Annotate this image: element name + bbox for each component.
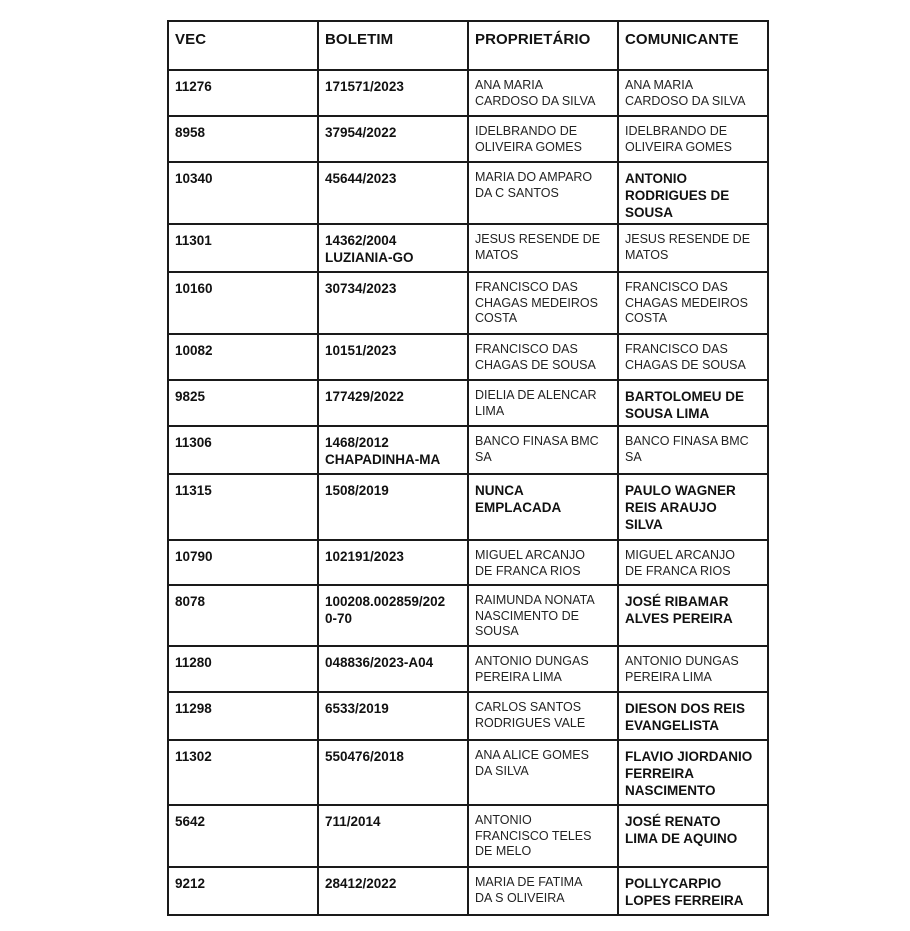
cell-boletim — [318, 162, 468, 224]
cell-proprietario — [468, 540, 618, 585]
table-header-row — [168, 21, 768, 70]
comunicante-line: JOSÉ RIBAMAR — [625, 594, 729, 609]
header-comunicante: COMUNICANTE — [618, 21, 768, 70]
cell-proprietario — [468, 380, 618, 426]
proprietario-line: CARLOS SANTOS — [475, 700, 582, 714]
cell-boletim — [318, 380, 468, 426]
comunicante-line: PEREIRA LIMA — [625, 669, 712, 684]
cell-comunicante — [618, 380, 768, 426]
cell-comunicante — [618, 224, 768, 272]
comunicante-line: BANCO FINASA BMC — [625, 434, 749, 448]
proprietario-line: LIMA — [475, 403, 505, 418]
comunicante-line: LOPES FERREIRA — [625, 893, 744, 908]
cell-comunicante — [618, 740, 768, 805]
cell-proprietario — [468, 272, 618, 334]
comunicante-line: IDELBRANDO DE — [625, 124, 728, 138]
cell-comunicante — [618, 585, 768, 646]
cell-comunicante — [618, 426, 768, 474]
boletim-line: 711/2014 — [325, 814, 381, 829]
comunicante-line: FERREIRA — [625, 766, 695, 781]
cell-vec: 10160 — [168, 272, 318, 334]
cell-proprietario — [468, 334, 618, 380]
document-page — [167, 20, 767, 916]
cell-vec: 11298 — [168, 692, 318, 740]
comunicante-line: SOUSA — [625, 205, 674, 220]
proprietario-line: DA SILVA — [475, 763, 529, 778]
table-row — [168, 474, 768, 540]
comunicante-line: SILVA — [625, 517, 663, 532]
cell-vec: 8958 — [168, 116, 318, 162]
cell-vec: 5642 — [168, 805, 318, 867]
comunicante-line: POLLYCARPIO — [625, 876, 722, 891]
comunicante-line: ANA MARIA — [625, 78, 694, 92]
cell-comunicante — [618, 646, 768, 692]
boletim-line: 45644/2023 — [325, 171, 397, 186]
header-boletim: BOLETIM — [318, 21, 468, 70]
table-row — [168, 70, 768, 116]
proprietario-line: DE MELO — [475, 844, 532, 858]
proprietario-line: DIELIA DE ALENCAR — [475, 388, 597, 402]
proprietario-line: MATOS — [475, 247, 519, 262]
cell-proprietario — [468, 162, 618, 224]
proprietario-line: CHAGAS DE SOUSA — [475, 357, 596, 372]
comunicante-line: FLAVIO JIORDANIO — [625, 749, 753, 764]
cell-comunicante — [618, 692, 768, 740]
comunicante-line: EVANGELISTA — [625, 718, 720, 733]
cell-proprietario — [468, 692, 618, 740]
boletim-line: 28412/2022 — [325, 876, 397, 891]
boletim-line: 0-70 — [325, 611, 353, 626]
boletim-line: 171571/2023 — [325, 79, 404, 94]
boletim-line: 6533/2019 — [325, 701, 389, 716]
boletim-line: 1508/2019 — [325, 483, 389, 498]
header-proprietario: PROPRIETÁRIO — [468, 21, 618, 70]
proprietario-line: SOUSA — [475, 624, 519, 638]
table-row — [168, 805, 768, 867]
cell-boletim — [318, 740, 468, 805]
cell-proprietario — [468, 867, 618, 915]
table-row — [168, 380, 768, 426]
cell-vec: 11306 — [168, 426, 318, 474]
boletim-line: 048836/2023-A04 — [325, 655, 434, 670]
cell-boletim — [318, 646, 468, 692]
proprietario-line: MARIA DE FATIMA — [475, 875, 583, 889]
boletim-line: 30734/2023 — [325, 281, 397, 296]
cell-proprietario — [468, 116, 618, 162]
proprietario-line: NUNCA — [475, 483, 524, 498]
table-row — [168, 334, 768, 380]
comunicante-line: OLIVEIRA GOMES — [625, 139, 732, 154]
vehicle-report-table — [167, 20, 769, 916]
proprietario-line: FRANCISCO TELES — [475, 828, 592, 843]
table-row — [168, 867, 768, 915]
proprietario-line: BANCO FINASA BMC — [475, 434, 599, 448]
proprietario-line: MARIA DO AMPARO — [475, 170, 593, 184]
cell-vec: 9825 — [168, 380, 318, 426]
table-row — [168, 162, 768, 224]
cell-vec: 11315 — [168, 474, 318, 540]
comunicante-line: COSTA — [625, 311, 668, 325]
proprietario-line: CARDOSO DA SILVA — [475, 93, 596, 108]
comunicante-line: CHAGAS DE SOUSA — [625, 357, 746, 372]
cell-vec: 9212 — [168, 867, 318, 915]
comunicante-line: JOSÉ RENATO — [625, 814, 721, 829]
cell-vec: 11276 — [168, 70, 318, 116]
table-row — [168, 116, 768, 162]
proprietario-line: ANA MARIA — [475, 78, 544, 92]
cell-boletim — [318, 585, 468, 646]
cell-comunicante — [618, 116, 768, 162]
proprietario-line: RAIMUNDA NONATA — [475, 593, 595, 607]
comunicante-line: MATOS — [625, 247, 669, 262]
cell-vec: 10790 — [168, 540, 318, 585]
cell-comunicante — [618, 867, 768, 915]
proprietario-line: SA — [475, 449, 492, 464]
cell-boletim — [318, 272, 468, 334]
cell-proprietario — [468, 224, 618, 272]
comunicante-line: ANTONIO — [625, 171, 688, 186]
proprietario-line: MIGUEL ARCANJO — [475, 548, 585, 562]
cell-boletim — [318, 474, 468, 540]
boletim-line: 177429/2022 — [325, 389, 404, 404]
comunicante-line: BARTOLOMEU DE — [625, 389, 745, 404]
boletim-line: 10151/2023 — [325, 343, 397, 358]
proprietario-line: EMPLACADA — [475, 500, 562, 515]
cell-boletim — [318, 224, 468, 272]
cell-proprietario — [468, 70, 618, 116]
table-row — [168, 426, 768, 474]
proprietario-line: FRANCISCO DAS — [475, 280, 578, 294]
table-body — [168, 70, 768, 915]
proprietario-line: CHAGAS MEDEIROS — [475, 295, 598, 310]
boletim-line: CHAPADINHA-MA — [325, 452, 441, 467]
proprietario-line: DE FRANCA RIOS — [475, 563, 581, 578]
cell-proprietario — [468, 474, 618, 540]
cell-boletim — [318, 540, 468, 585]
table-row — [168, 692, 768, 740]
cell-comunicante — [618, 805, 768, 867]
table-row — [168, 740, 768, 805]
table-row — [168, 540, 768, 585]
cell-comunicante — [618, 334, 768, 380]
cell-vec: 10340 — [168, 162, 318, 224]
table-row — [168, 646, 768, 692]
proprietario-line: PEREIRA LIMA — [475, 669, 562, 684]
cell-vec: 8078 — [168, 585, 318, 646]
proprietario-line: ANA ALICE GOMES — [475, 748, 589, 762]
proprietario-line: DA S OLIVEIRA — [475, 890, 565, 905]
cell-proprietario — [468, 805, 618, 867]
boletim-line: 1468/2012 — [325, 435, 389, 450]
boletim-line: 550476/2018 — [325, 749, 404, 764]
cell-vec: 11280 — [168, 646, 318, 692]
comunicante-line: MIGUEL ARCANJO — [625, 548, 735, 562]
comunicante-line: CARDOSO DA SILVA — [625, 93, 746, 108]
cell-comunicante — [618, 70, 768, 116]
proprietario-line: DA C SANTOS — [475, 185, 559, 200]
comunicante-line: CHAGAS MEDEIROS — [625, 295, 748, 310]
header-vec: VEC — [168, 21, 318, 70]
comunicante-line: SOUSA LIMA — [625, 406, 710, 421]
cell-boletim — [318, 70, 468, 116]
cell-vec: 11301 — [168, 224, 318, 272]
comunicante-line: LIMA DE AQUINO — [625, 831, 738, 846]
proprietario-line: JESUS RESENDE DE — [475, 232, 601, 246]
proprietario-line: COSTA — [475, 311, 518, 325]
cell-comunicante — [618, 272, 768, 334]
comunicante-line: ANTONIO DUNGAS — [625, 654, 739, 668]
cell-proprietario — [468, 740, 618, 805]
boletim-line: 37954/2022 — [325, 125, 397, 140]
boletim-line: 102191/2023 — [325, 549, 404, 564]
cell-boletim — [318, 116, 468, 162]
cell-boletim — [318, 867, 468, 915]
proprietario-line: IDELBRANDO DE — [475, 124, 578, 138]
table-row — [168, 585, 768, 646]
cell-boletim — [318, 692, 468, 740]
cell-boletim — [318, 805, 468, 867]
cell-boletim — [318, 334, 468, 380]
comunicante-line: PAULO WAGNER — [625, 483, 736, 498]
proprietario-line: OLIVEIRA GOMES — [475, 139, 582, 154]
proprietario-line: RODRIGUES VALE — [475, 715, 586, 730]
comunicante-line: NASCIMENTO — [625, 783, 716, 798]
comunicante-line: FRANCISCO DAS — [625, 280, 728, 294]
comunicante-line: DE FRANCA RIOS — [625, 563, 731, 578]
comunicante-line: REIS ARAUJO — [625, 500, 717, 515]
cell-vec: 11302 — [168, 740, 318, 805]
cell-comunicante — [618, 474, 768, 540]
table-row — [168, 224, 768, 272]
proprietario-line: ANTONIO DUNGAS — [475, 654, 589, 668]
cell-comunicante — [618, 162, 768, 224]
cell-proprietario — [468, 646, 618, 692]
cell-vec: 10082 — [168, 334, 318, 380]
comunicante-line: SA — [625, 449, 642, 464]
table-row — [168, 272, 768, 334]
cell-proprietario — [468, 585, 618, 646]
boletim-line: 100208.002859/202 — [325, 594, 446, 609]
comunicante-line: DIESON DOS REIS — [625, 701, 746, 716]
proprietario-line: NASCIMENTO DE — [475, 608, 579, 623]
boletim-line: LUZIANIA-GO — [325, 250, 414, 265]
cell-comunicante — [618, 540, 768, 585]
comunicante-line: RODRIGUES DE — [625, 188, 730, 203]
boletim-line: 14362/2004 — [325, 233, 397, 248]
comunicante-line: FRANCISCO DAS — [625, 342, 728, 356]
cell-boletim — [318, 426, 468, 474]
proprietario-line: ANTONIO — [475, 813, 532, 827]
comunicante-line: JESUS RESENDE DE — [625, 232, 751, 246]
comunicante-line: ALVES PEREIRA — [625, 611, 733, 626]
cell-proprietario — [468, 426, 618, 474]
proprietario-line: FRANCISCO DAS — [475, 342, 578, 356]
